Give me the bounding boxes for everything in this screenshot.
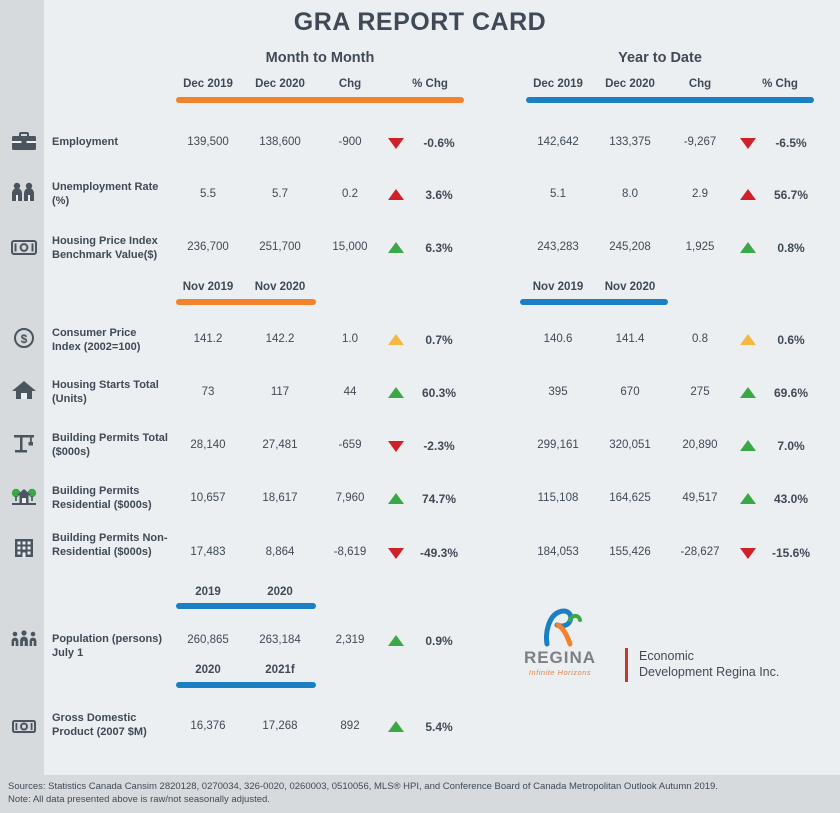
trend-down-icon-m2m-building-permits-total [388,441,404,452]
col-header-ytd-pct-chg: % Chg [762,78,798,90]
cell-ytd-chg-unemployment-rate: 2.9 [692,188,708,200]
cell-ytd-chg-building-permits-residential: 49,517 [682,492,718,504]
crane-icon [10,431,38,455]
cell-m2m-chg-housing-price-index: 15,000 [332,241,368,253]
cell-m2m-pct-housing-price-index: 6.3% [425,241,453,255]
regina-wordmark [505,648,615,677]
cell-m2m-chg-building-permits-residential: 7,960 [335,492,365,504]
trend-up-icon-m2m-housing-price-index [388,242,404,253]
cell-m2m-v1-consumer-price-index: 141.2 [193,333,223,345]
cell-ytd-pct-building-permits-residential: 43.0% [773,492,809,506]
cash-icon [10,235,38,259]
cell-ytd-v2-unemployment-rate: 8.0 [622,188,638,200]
cell-ytd-v1-housing-starts: 395 [548,386,568,398]
cell-m2m-chg-gross-domestic-product: 892 [340,720,360,732]
cell-m2m-pct-housing-starts: 60.3% [421,386,457,400]
dollar-coin-icon [10,326,38,350]
svg-text:$: $ [20,332,28,346]
cell-ytd-v2-housing-starts: 670 [620,386,640,398]
cell-m2m-v1-building-permits-non-residential: 17,483 [190,546,226,558]
trend-up-icon-m2m-consumer-price-index [388,334,404,345]
people-icon [10,180,38,204]
cell-ytd-v1-building-permits-total: 299,161 [537,439,579,451]
period-header-annual1-2019: 2019 [195,586,221,598]
cell-ytd-chg-housing-starts: 275 [690,386,710,398]
partner-name-line1: Economic [639,649,694,663]
houses-trees-icon [10,484,38,508]
trend-up-icon-ytd-housing-starts [740,387,756,398]
cell-ytd-v2-employment: 133,375 [609,136,651,148]
cell-ytd-pct-unemployment-rate: 56.7% [773,188,809,202]
footer [0,775,840,813]
ytd-nov-underline [520,299,668,305]
cell-ytd-chg-consumer-price-index: 0.8 [692,333,708,345]
cell-m2m-v1-housing-price-index: 236,700 [187,241,229,253]
money-bill-icon [10,714,38,738]
period-header-annual2-2020: 2020 [195,664,221,676]
cell-m2m-pct-building-permits-non-residential: -49.3% [419,546,459,560]
briefcase-icon [10,130,38,154]
cell-m2m-pct-population: 0.9% [425,634,453,648]
row-label-population: Population (persons) July 1 [52,633,162,659]
cell-m2m-pct-employment: -0.6% [423,136,455,150]
row-label-building-permits-residential: Building Permits Residential ($000s) [52,485,152,511]
population-group-icon [10,627,38,651]
period-header-m2m-nov2019: Nov 2019 [182,281,234,293]
m2m-header-underline [176,97,464,103]
trend-up-icon-ytd-consumer-price-index [740,334,756,345]
cell-m2m-v2-population: 263,184 [259,634,301,646]
cell-m2m-v2-housing-price-index: 251,700 [259,241,301,253]
cell-ytd-pct-building-permits-total: 7.0% [777,439,805,453]
trend-up-icon-m2m-housing-starts [388,387,404,398]
cell-m2m-v1-building-permits-total: 28,140 [190,439,226,451]
cell-ytd-v1-housing-price-index: 243,283 [537,241,579,253]
cell-m2m-v2-consumer-price-index: 142.2 [265,333,295,345]
row-label-building-permits-non-residential: Building Permits Non-Residential ($000s) [52,532,168,558]
col-header-ytd-dec2020: Dec 2020 [605,78,655,90]
col-header-ytd-chg: Chg [688,78,712,90]
cell-m2m-v1-housing-starts: 73 [201,386,215,398]
period-header-annual2-2021f: 2021f [265,664,295,676]
cell-ytd-pct-building-permits-non-residential: -15.6% [771,546,811,560]
trend-up-icon-m2m-population [388,635,404,646]
page-title: GRA REPORT CARD [293,8,547,36]
cell-m2m-v1-employment: 139,500 [187,136,229,148]
trend-up-icon-ytd-building-permits-residential [740,493,756,504]
cell-m2m-v2-building-permits-non-residential: 8,864 [265,546,295,558]
cell-m2m-v1-unemployment-rate: 5.5 [200,188,216,200]
cell-ytd-v2-consumer-price-index: 141.4 [615,333,645,345]
row-label-housing-price-index: Housing Price Index Benchmark Value($) [52,235,158,261]
period-header-ytd-nov2020: Nov 2020 [604,281,656,293]
cell-ytd-chg-building-permits-non-residential: -28,627 [680,546,720,558]
cell-ytd-chg-building-permits-total: 20,890 [682,439,718,451]
logo-divider [625,648,628,682]
cell-m2m-v1-building-permits-residential: 10,657 [190,492,226,504]
cell-ytd-v2-building-permits-residential: 164,625 [609,492,651,504]
col-header-m2m-chg: Chg [338,78,362,90]
col-header-m2m-pct-chg: % Chg [412,78,448,90]
cell-m2m-chg-building-permits-non-residential: -8,619 [333,546,367,558]
partner-name [639,648,779,680]
cell-ytd-pct-consumer-price-index: 0.6% [777,333,805,347]
cell-m2m-chg-population: 2,319 [335,634,365,646]
cell-m2m-v2-unemployment-rate: 5.7 [272,188,288,200]
row-label-housing-starts: Housing Starts Total (Units) [52,379,159,405]
cell-m2m-pct-unemployment-rate: 3.6% [425,188,453,202]
annual1-underline [176,603,316,609]
annual2-underline [176,682,316,688]
trend-down-icon-m2m-employment [388,138,404,149]
cell-ytd-v1-building-permits-residential: 115,108 [537,492,579,504]
cell-ytd-v2-housing-price-index: 245,208 [609,241,651,253]
logo-block [505,612,805,680]
trend-up-icon-ytd-building-permits-total [740,440,756,451]
cell-m2m-v2-housing-starts: 117 [270,386,290,398]
period-header-annual1-2020: 2020 [267,586,293,598]
cell-ytd-pct-housing-price-index: 0.8% [777,241,805,255]
row-label-gross-domestic-product: Gross Domestic Product (2007 $M) [52,712,147,738]
trend-down-icon-ytd-employment [740,138,756,149]
cell-m2m-v2-building-permits-total: 27,481 [262,439,298,451]
cell-m2m-pct-gross-domestic-product: 5.4% [425,720,453,734]
trend-up-icon-ytd-unemployment-rate [740,189,756,200]
cell-ytd-pct-employment: -6.5% [775,136,807,150]
trend-up-icon-m2m-gross-domestic-product [388,721,404,732]
col-header-m2m-dec2020: Dec 2020 [255,78,305,90]
cell-m2m-chg-consumer-price-index: 1.0 [342,333,358,345]
cell-m2m-chg-building-permits-total: -659 [338,439,362,451]
row-label-building-permits-total: Building Permits Total ($000s) [52,432,168,458]
cell-m2m-chg-housing-starts: 44 [343,386,357,398]
office-building-icon [10,536,38,560]
cell-m2m-pct-building-permits-residential: 74.7% [421,492,457,506]
footer-sources: Sources: Statistics Canada Cansim 2820128, 0270034, 326-0020, 0260003, 0510056, MLS® HPI, and Conference Board of Canada Metropolitan Outlook Autumn 2019. [8,781,718,792]
cell-ytd-pct-housing-starts: 69.6% [773,386,809,400]
cell-ytd-v2-building-permits-total: 320,051 [609,439,651,451]
cell-m2m-chg-employment: -900 [338,136,362,148]
cell-ytd-v2-building-permits-non-residential: 155,426 [609,546,651,558]
cell-ytd-v1-consumer-price-index: 140.6 [543,333,573,345]
cell-m2m-v1-population: 260,865 [187,634,229,646]
col-header-m2m-dec2019: Dec 2019 [183,78,233,90]
house-icon [10,378,38,402]
cell-ytd-chg-housing-price-index: 1,925 [685,241,715,253]
cell-ytd-v1-building-permits-non-residential: 184,053 [537,546,579,558]
group-header-month-to-month: Month to Month [265,50,375,66]
cell-m2m-v1-gross-domestic-product: 16,376 [190,720,226,732]
cell-m2m-pct-building-permits-total: -2.3% [423,439,455,453]
trend-up-icon-m2m-unemployment-rate [388,189,404,200]
cell-ytd-v1-employment: 142,642 [537,136,579,148]
cell-m2m-v2-employment: 138,600 [259,136,301,148]
regina-r-mark-icon [537,606,583,653]
ytd-header-underline [526,97,814,103]
row-label-consumer-price-index: Consumer Price Index (2002=100) [52,327,141,353]
cell-ytd-v1-unemployment-rate: 5.1 [550,188,566,200]
partner-name-line2: Development Regina Inc. [639,665,780,679]
cell-m2m-v2-building-permits-residential: 18,617 [262,492,298,504]
footer-note: Note: All data presented above is raw/not seasonally adjusted. [8,794,270,805]
trend-up-icon-ytd-housing-price-index [740,242,756,253]
cell-m2m-v2-gross-domestic-product: 17,268 [262,720,298,732]
col-header-ytd-dec2019: Dec 2019 [533,78,583,90]
row-label-employment: Employment [52,136,119,148]
period-header-ytd-nov2019: Nov 2019 [532,281,584,293]
regina-tagline: Infinite Horizons [528,668,592,677]
trend-up-icon-m2m-building-permits-residential [388,493,404,504]
group-header-year-to-date: Year to Date [618,50,702,66]
cell-m2m-pct-consumer-price-index: 0.7% [425,333,453,347]
row-label-unemployment-rate: Unemployment Rate (%) [52,181,159,207]
period-header-m2m-nov2020: Nov 2020 [254,281,306,293]
m2m-nov-underline [176,299,316,305]
cell-m2m-chg-unemployment-rate: 0.2 [342,188,358,200]
cell-ytd-chg-employment: -9,267 [683,136,717,148]
regina-wordmark-text: REGINA [523,648,597,667]
